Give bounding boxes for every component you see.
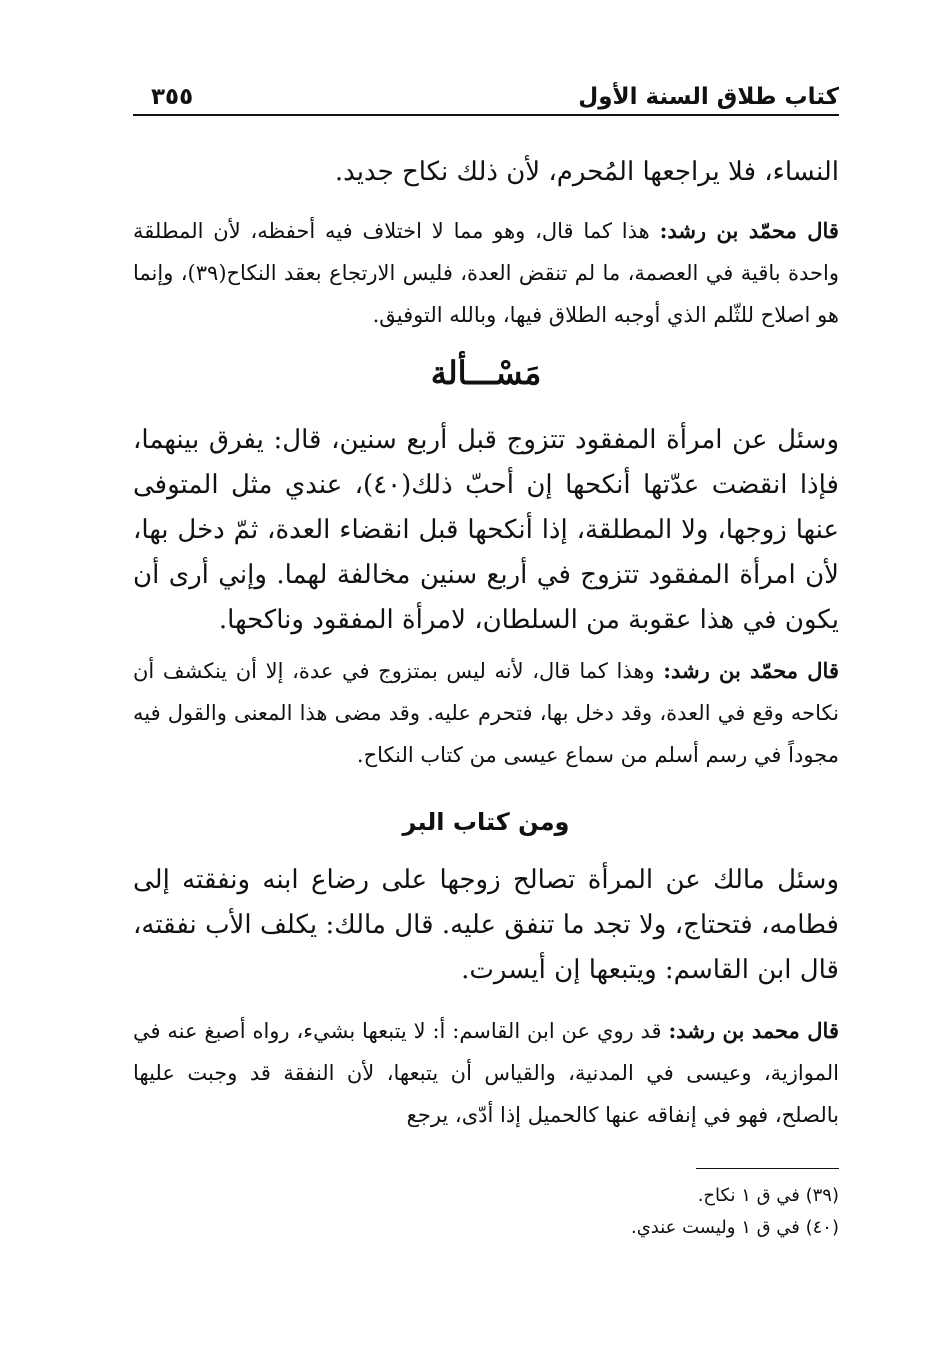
footnotes	[133, 1180, 839, 1244]
paragraph-1: النساء، فلا يراجعها المُحرم، لأن ذلك نكاح جديد.	[334, 157, 839, 187]
section-heading-masala: مَسْـــألة	[430, 354, 542, 392]
running-title: كتاب طلاق السنة الأول	[578, 84, 839, 110]
footnote-40: (٤٠) في ق ١ وليست عندي.	[630, 1217, 839, 1238]
paragraph-2	[133, 210, 839, 336]
paragraph-3: وسئل عن امرأة المفقود تتزوج قبل أربع سنين، قال: يفرق بينهما، فإذا انقضت عدّتها أنكحها إن أحبّ ذلك(٤٠)، عندي مثل المتوفى عنها زوجها، ولا المطلقة، إذا أنكحها قبل انقضاء العدة، ثمّ دخل بها، لأن امرأة المفقود تتزوج في أربع سنين مخالفة لهما. وإني أرى أن يكون في هذا عقوبة من السلطان، لامرأة المفقود وناكحها.	[133, 425, 839, 635]
paragraph-6-text: قد روي عن ابن القاسم: أ: لا يتبعها بشيء، رواه أصبغ عنه في الموازية، وعيسى في المدنية، والقياس أن يتبعها، لأن النفقة قد وجبت عليها بالصلح، فهو في إنفاقه عنها كالحميل إذا أدّى، يرجع	[133, 1019, 839, 1127]
speaker-label: قال محمّد بن رشد:	[663, 658, 839, 683]
footnote-39: (٣٩) في ق ١ نكاح.	[697, 1185, 839, 1206]
page-header	[133, 80, 839, 116]
section-title-birr: ومن كتاب البر	[402, 808, 570, 836]
speaker-label: قال محمد بن رشد:	[668, 1018, 839, 1043]
paragraph-4-text: وهذا كما قال، لأنه ليس بمتزوج في عدة، إلا أن ينكشف أن نكاحه وقع في العدة، وقد دخل بها، فتحرم عليه. وقد مضى هذا المعنى والقول فيه مجوداً في رسم أسلم من سماع عيسى من كتاب النكاح.	[133, 659, 839, 767]
paragraph-4	[133, 650, 839, 776]
paragraph-5: وسئل مالك عن المرأة تصالح زوجها على رضاع ابنه ونفقته إلى فطامه، فتحتاج، ولا تجد ما تنفق عليه. قال مالك: يكلف الأب نفقته، قال ابن القاسم: ويتبعها إن أيسرت.	[133, 865, 839, 985]
paragraph-2-text: هذا كما قال، وهو مما لا اختلاف فيه أحفظه، لأن المطلقة واحدة باقية في العصمة، ما لم تنقض العدة، فليس الارتجاع بعقد النكاح(٣٩)، وإنما هو اصلاح للثّلم الذي أوجبه الطلاق فيها، وبالله التوفيق.	[133, 219, 839, 327]
footnote-divider	[696, 1168, 839, 1169]
paragraph-6	[133, 1010, 839, 1136]
page-number: ٣٥٥	[151, 84, 194, 110]
speaker-label: قال محمّد بن رشد:	[659, 218, 839, 243]
